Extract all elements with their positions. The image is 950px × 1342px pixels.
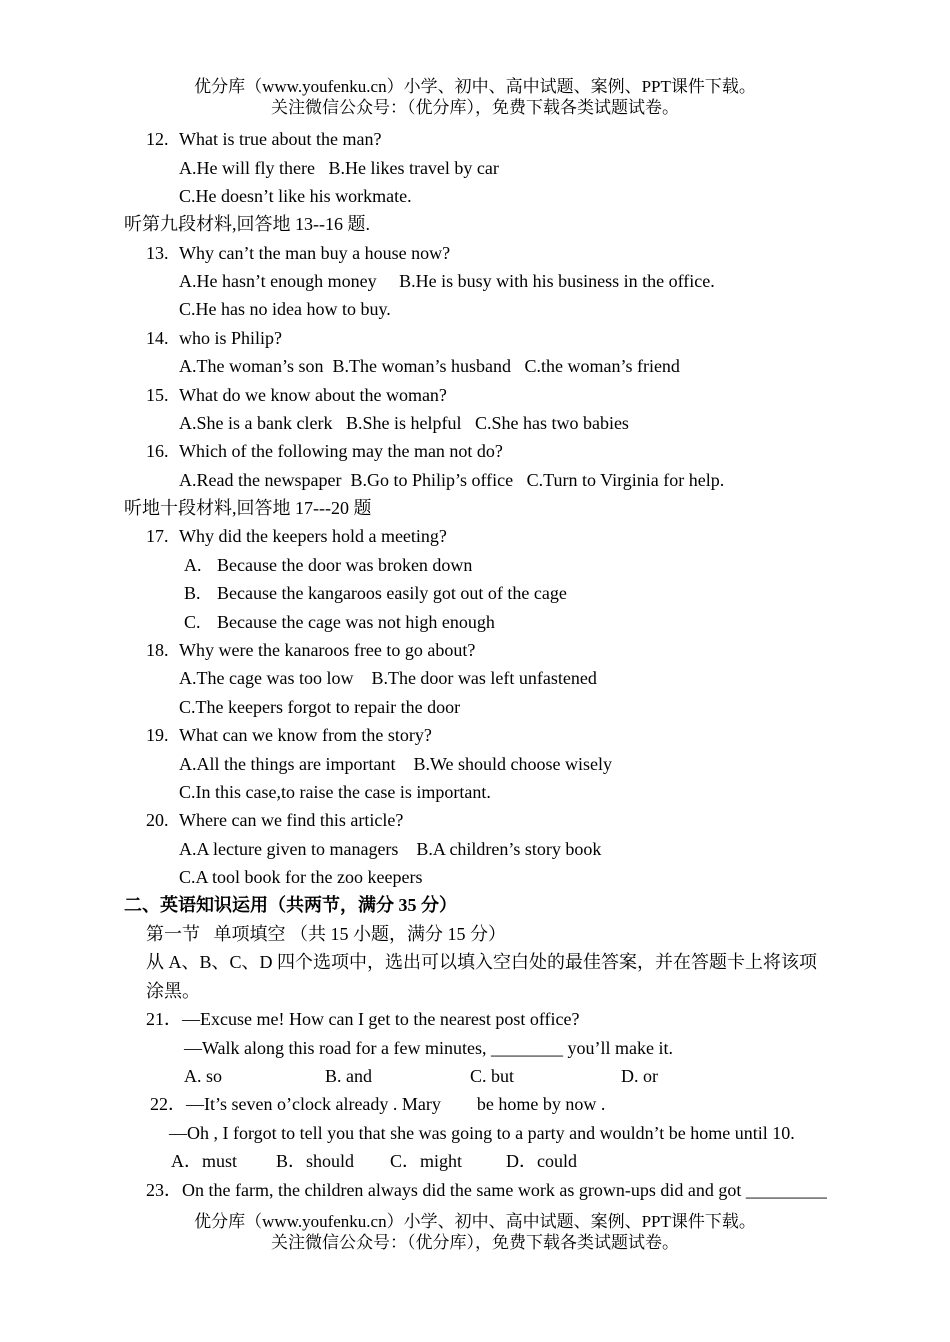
q16-number: 16. (146, 441, 169, 461)
q12-options-1: A.He will fly there B.He likes travel by car (179, 158, 499, 178)
footer-line-1: 优分库（www.youfenku.cn）小学、初中、高中试题、案例、PPT课件下载。 (194, 1212, 756, 1231)
q14-number: 14. (146, 328, 169, 348)
q17-option-a-letter: A. (184, 555, 202, 575)
q17-option-b-letter: B. (184, 583, 201, 603)
q13-options-1: A.He hasn’t enough money B.He is busy with his business in the office. (179, 271, 715, 291)
q15-options: A.She is a bank clerk B.She is helpful C.She has two babies (179, 413, 629, 433)
q21-option-c: C. but (470, 1066, 515, 1086)
q14-text: who is Philip? (179, 328, 283, 348)
q19-options-2: C.In this case,to raise the case is important. (179, 782, 491, 802)
q23-question: 23．On the farm, the children always did the same work as grown-ups did and got _________ (146, 1180, 827, 1200)
q21-reply: —Walk along this road for a few minutes, ________ you’ll make it. (184, 1038, 673, 1058)
q17-option-b: Because the kangaroos easily got out of the cage (217, 583, 567, 603)
q19-text: What can we know from the story? (179, 725, 432, 745)
q21-option-d: D. or (621, 1066, 658, 1086)
q13-options-2: C.He has no idea how to buy. (179, 299, 391, 319)
q17-option-c-letter: C. (184, 612, 201, 632)
header-line-2: 关注微信公众号：（优分库），免费下载各类试题试卷。 (271, 98, 679, 117)
header-line-1: 优分库（www.youfenku.cn）小学、初中、高中试题、案例、PPT课件下载。 (194, 77, 756, 96)
q21-question: 21．—Excuse me! How can I get to the nearest post office? (146, 1009, 580, 1029)
q22-option-d: D．could (506, 1151, 577, 1171)
q17-option-c: Because the cage was not high enough (217, 612, 495, 632)
q22-option-a: A．must (171, 1151, 238, 1171)
q21-option-a: A. so (184, 1066, 223, 1086)
q18-text: Why were the kanaroos free to go about? (179, 640, 476, 660)
q19-options-1: A.All the things are important B.We should choose wisely (179, 754, 612, 774)
part-2-instruction-1: 从 A、B、C、D 四个选项中，选出可以填入空白处的最佳答案，并在答题卡上将该项 (146, 952, 818, 972)
q19-number: 19. (146, 725, 169, 745)
section-9-instruction: 听第九段材料,回答地 13--16 题. (124, 214, 370, 234)
q20-options-1: A.A lecture given to managers B.A children’s story book (179, 839, 602, 859)
q17-text: Why did the keepers hold a meeting? (179, 526, 447, 546)
part-2-title: 二、英语知识运用（共两节，满分 35 分） (124, 895, 457, 915)
q22-question: 22．—It’s seven o’clock already . Mary be home by now . (150, 1094, 606, 1114)
q13-text: Why can’t the man buy a house now? (179, 243, 451, 263)
q16-options: A.Read the newspaper B.Go to Philip’s office C.Turn to Virginia for help. (179, 470, 725, 490)
q12-options-2: C.He doesn’t like his workmate. (179, 186, 412, 206)
q16-text: Which of the following may the man not do? (179, 441, 503, 461)
q18-number: 18. (146, 640, 169, 660)
q17-number: 17. (146, 526, 169, 546)
q14-options: A.The woman’s son B.The woman’s husband C.the woman’s friend (179, 356, 680, 376)
q22-option-b: B．should (276, 1151, 355, 1171)
footer-line-2: 关注微信公众号：（优分库），免费下载各类试题试卷。 (271, 1233, 679, 1252)
q12-number: 12. (146, 129, 169, 149)
q12-text: What is true about the man? (179, 129, 382, 149)
q20-number: 20. (146, 810, 169, 830)
part-2-section-1-title: 第一节 单项填空 （共 15 小题，满分 15 分） (146, 924, 506, 944)
q20-text: Where can we find this article? (179, 810, 404, 830)
q17-option-a: Because the door was broken down (217, 555, 473, 575)
q15-text: What do we know about the woman? (179, 385, 447, 405)
q13-number: 13. (146, 243, 169, 263)
section-10-instruction: 听地十段材料,回答地 17---20 题 (124, 498, 372, 518)
q15-number: 15. (146, 385, 169, 405)
q20-options-2: C.A tool book for the zoo keepers (179, 867, 423, 887)
q18-options-1: A.The cage was too low B.The door was left unfastened (179, 668, 597, 688)
q18-options-2: C.The keepers forgot to repair the door (179, 697, 461, 717)
q21-option-b: B. and (325, 1066, 372, 1086)
q22-reply: —Oh , I forgot to tell you that she was going to a party and wouldn’t be home until 10. (169, 1123, 795, 1143)
part-2-instruction-2: 涂黑。 (146, 981, 200, 1001)
q22-option-c: C．might (390, 1151, 463, 1171)
